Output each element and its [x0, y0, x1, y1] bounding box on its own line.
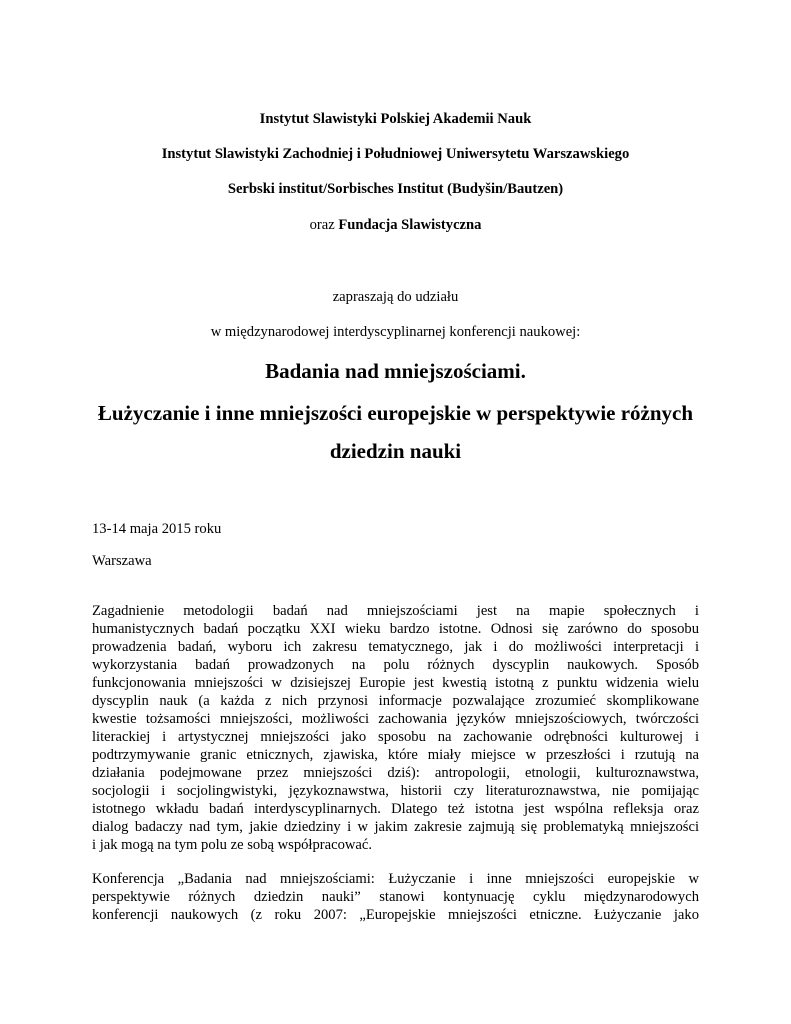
invitation-line-1: zapraszają do udziału: [332, 289, 459, 305]
organizer-4: [0, 216, 791, 234]
organizer-4-prefix: oraz: [309, 217, 339, 233]
paragraph-1: [92, 602, 699, 854]
organizer-2: Instytut Slawistyki Zachodniej i Południowej Uniwersytetu Warszawskiego: [161, 146, 630, 162]
organizer-3: Serbski institut/Sorbisches Institut (Budyšin/Bautzen): [227, 181, 564, 197]
paragraph-line: istotnego wkładu badań interdyscyplinarnych. Dlatego też istotna jest wspólna refleksja oraz: [92, 801, 699, 817]
paragraph-line: Konferencja „Badania nad mniejszościami: Łużyczanie i inne mniejszości europejskie w: [92, 871, 699, 887]
paragraph-line: podtrzymywanie granic etnicznych, zjawiska, które miały miejsce w przeszłości i rzutują na: [92, 747, 699, 763]
conference-title-line-1: Badania nad mniejszościami.: [265, 359, 526, 383]
paragraph-2: [92, 870, 699, 924]
paragraph-line: Zagadnienie metodologii badań nad mniejszościami jest na mapie społecznych i: [92, 603, 699, 619]
paragraph-line: prowadzenia badań, wyboru ich zakresu tematycznego, jak i do możliwości interpretacji i: [92, 639, 699, 655]
paragraph-line: i jak mogą na tym polu ze sobą współpracować.: [92, 837, 373, 853]
paragraph-line: konferencji naukowych (z roku 2007: „Europejskie mniejszości etniczne. Łużyczanie jako: [92, 907, 699, 923]
paragraph-line: perspektywie różnych dziedzin nauki” stanowi kontynuację cyklu międzynarodowych: [92, 889, 699, 905]
paragraph-line: dialog badaczy nad tym, jakie dziedziny i w jakim zakresie zajmują się problematyką mniejszości: [92, 819, 699, 835]
invitation-line-2: w międzynarodowej interdyscyplinarnej konferencji naukowej:: [210, 324, 581, 340]
conference-title-line-2: Łużyczanie i inne mniejszości europejskie w perspektywie różnych: [97, 401, 694, 425]
paragraph-line: socjologii i socjolingwistyki, językoznawstwa, historii czy literaturoznawstwa, nie pomijając: [92, 783, 699, 799]
paragraph-line: dyscyplin nauk (a każda z nich przynosi informacje pozwalające zrozumieć skomplikowane: [92, 693, 699, 709]
paragraph-line: humanistycznych badań początku XXI wieku bardzo istotne. Odnosi się zarówno do sposobu: [92, 621, 699, 637]
paragraph-line: literackiej i artystycznej mniejszości jako sposobu na zachowanie odrębności kulturowej i: [92, 729, 699, 745]
event-date: 13-14 maja 2015 roku: [92, 521, 222, 537]
paragraph-line: wykorzystania badań prowadzonych na polu różnych dyscyplin naukowych. Sposób: [92, 657, 699, 673]
organizer-1: Instytut Slawistyki Polskiej Akademii Nauk: [259, 111, 532, 127]
conference-title-line-3: dziedzin nauki: [329, 439, 462, 463]
event-place: Warszawa: [92, 553, 152, 569]
organizer-4-name: Fundacja Slawistyczna: [338, 217, 482, 233]
paragraph-line: funkcjonowania mniejszości w dzisiejszej Europie jest kwestią istotną z punktu widzenia wielu: [92, 675, 699, 691]
paragraph-line: kwestie tożsamości mniejszości, możliwości zachowania języków mniejszościowych, twórczości: [92, 711, 699, 727]
paragraph-line: działania podejmowane przez mniejszości dziś): antropologii, etnologii, kulturoznawstwa,: [92, 765, 699, 781]
